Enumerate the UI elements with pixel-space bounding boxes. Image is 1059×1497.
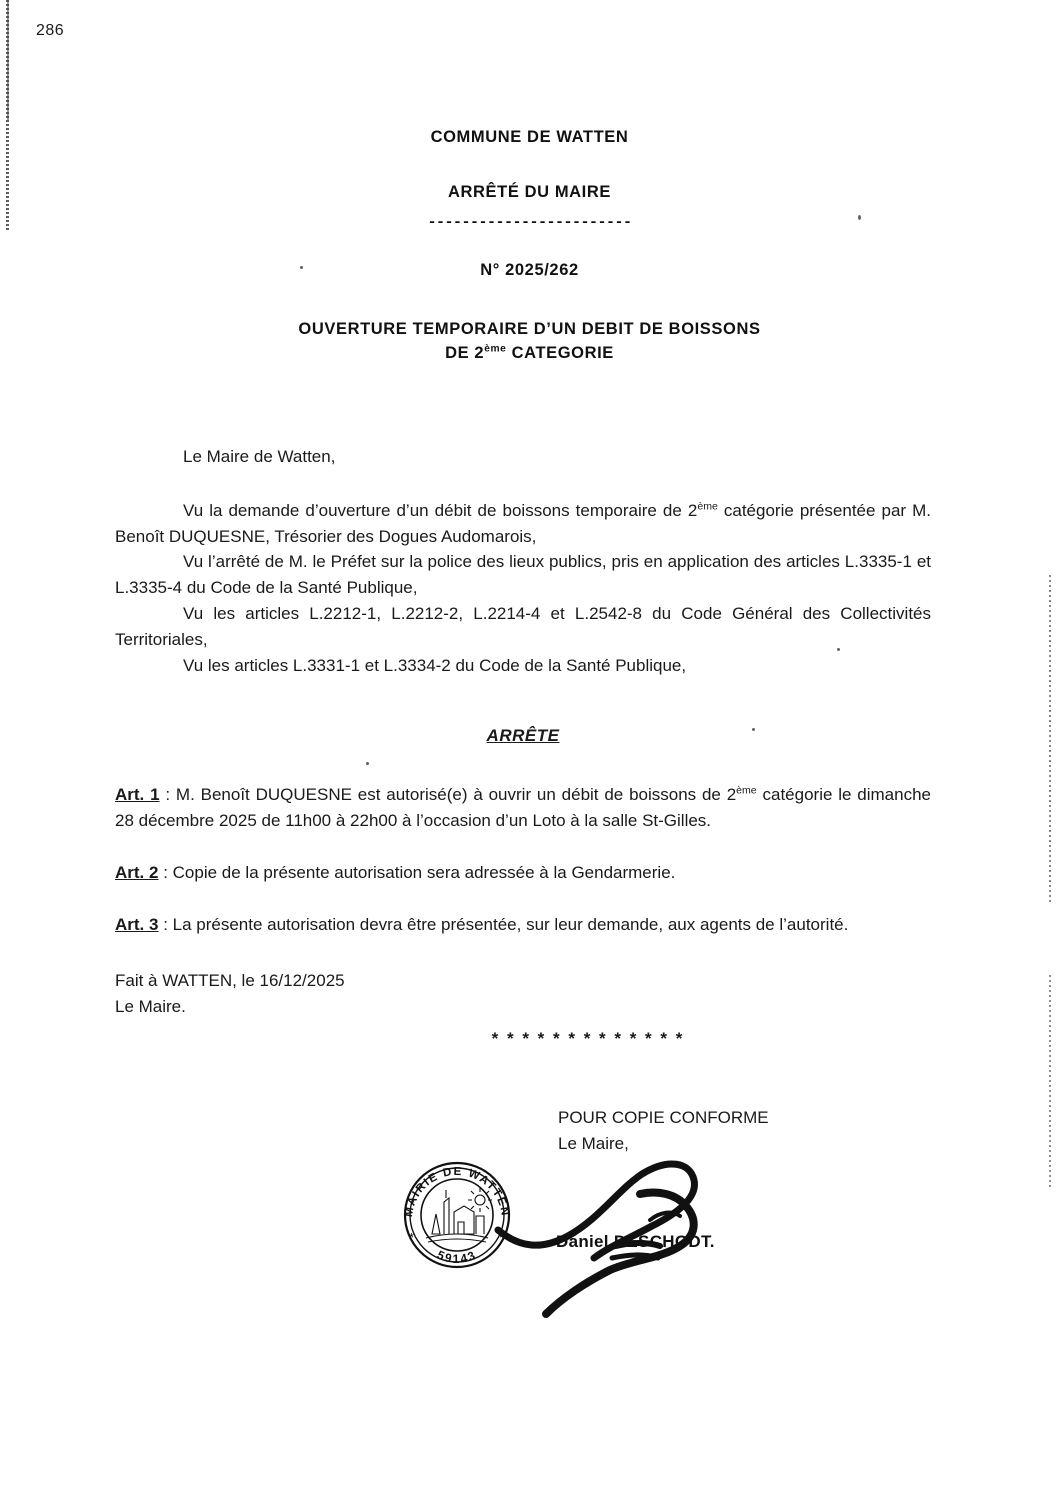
certification-block [558,1105,769,1156]
vu-clause-text-cont: catégorie présentée par M. Benoît DUQUESNE, Trésorier des Dogues Audomarois, [115,500,931,546]
commune-name: COMMUNE DE WATTEN [430,128,629,146]
article-3-label: Art. 3 [115,914,159,934]
svg-text:59143: 59143 [434,1247,480,1266]
considerations-group [115,498,931,679]
closing-signatory-title: Le Maire. [115,997,186,1017]
article-1-text-cont: catégorie le dimanche 28 décembre 2025 de 11h00 à 22h00 à l’occasion d’un Loto à la salle St-Gilles. [115,785,932,831]
scan-edge-artifact-right-lower [1049,975,1051,1190]
svg-text:*: * [499,1230,505,1245]
scan-edge-artifact-right-upper [1049,575,1051,905]
document-reference-number: N° 2025/262 [480,261,579,279]
document-subject-line-2 [0,342,1059,366]
vu-clause: Vu l’arrêté de M. le Préfet sur la police des lieux publics, pris en application des articles L.3335-1 et L.3335-4 du Code de la Santé Publique, [115,552,931,598]
dashed-separator: ------------------------ [427,214,632,231]
svg-text:*: * [409,1230,415,1245]
asterisk-separator: * * * * * * * * * * * * * [491,1029,685,1049]
salutation: Le Maire de Watten, [183,447,336,466]
article-2 [115,860,931,886]
vu-clause-text: Vu la demande d’ouverture d’un débit de boissons temporaire de 2 [183,500,698,520]
vu-clause-ordinal: ème [697,500,718,513]
article-2-label: Art. 2 [115,863,159,883]
svg-text:MAIRIE DE WATTEN: MAIRIE DE WATTEN [402,1165,512,1218]
signer-name: Daniel DESCHODT. [556,1232,715,1251]
article-1 [115,782,931,834]
scan-edge-artifact-left-solid [7,0,9,120]
article-1-ordinal: ème [736,784,757,797]
vu-clause: Vu les articles L.3331-1 et L.3334-2 du Code de la Santé Publique, [183,655,687,675]
vu-clause: Vu les articles L.2212-1, L.2212-2, L.2214-4 et L.2542-8 du Code Général des Collectivités Territoriales, [115,604,931,649]
certification-line-2: Le Maire, [558,1133,629,1153]
place-and-date: Fait à WATTEN, le 16/12/2025 [115,970,345,990]
article-1-text: : M. Benoît DUQUESNE est autorisé(e) à ouvrir un débit de boissons de 2 [159,785,737,805]
decision-heading: ARRÊTE [486,725,560,745]
category-suffix: CATEGORIE [506,343,614,362]
article-3 [115,912,931,938]
document-body [115,444,931,1052]
article-1-label: Art. 1 [115,785,160,805]
certification-line-1: POUR COPIE CONFORME [558,1108,769,1127]
document-subject-line-1: OUVERTURE TEMPORAIRE D’UN DEBIT DE BOISSONS [298,320,761,338]
document-type-title: ARRÊTÉ DU MAIRE [447,183,611,201]
vu-clause [115,498,931,550]
category-prefix: DE 2 [445,343,485,362]
document-header [0,128,1059,366]
article-2-text: : Copie de la présente autorisation sera adressée à la Gendarmerie. [158,863,676,883]
page-number: 286 [36,22,65,39]
category-ordinal-suffix: ème [484,343,507,355]
closing-block [115,968,931,1021]
article-3-text: : La présente autorisation devra être présentée, sur leur demande, aux agents de l’autorité. [158,914,849,934]
